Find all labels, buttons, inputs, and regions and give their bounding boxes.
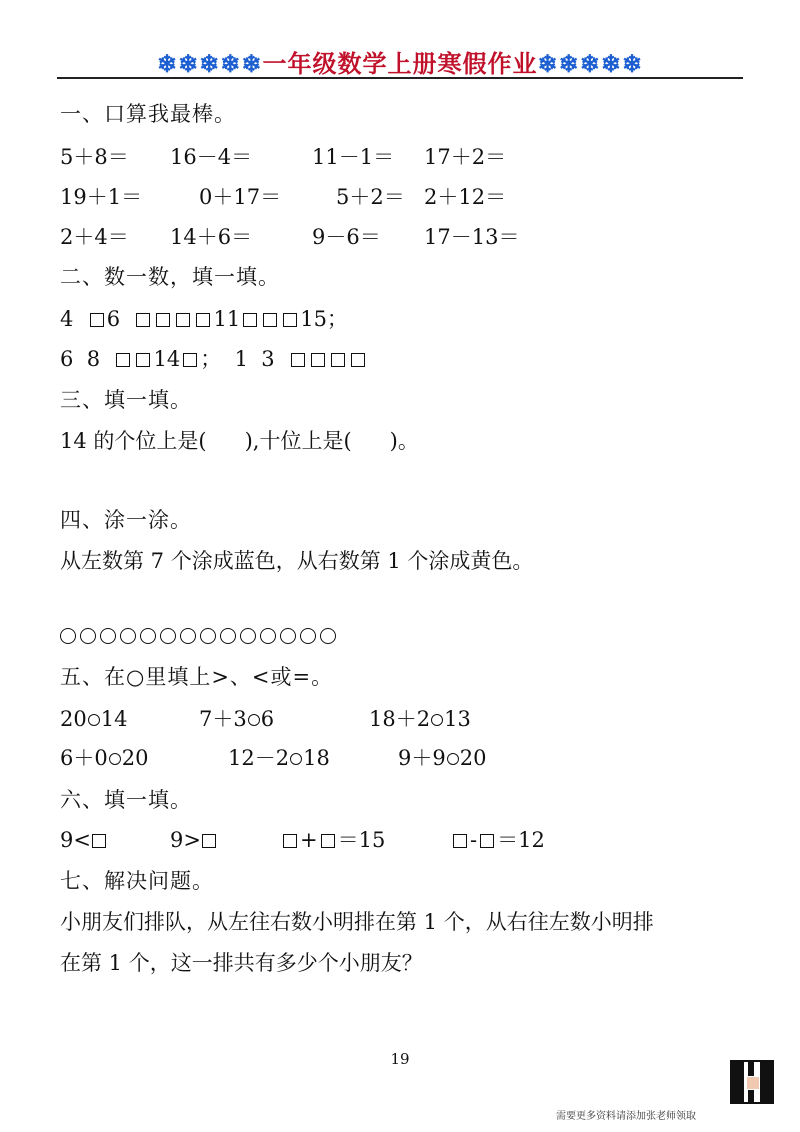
problem: 5＋2＝: [336, 185, 405, 209]
problem: 2＋4＝: [60, 225, 129, 249]
problem: 5＋8＝: [60, 145, 129, 169]
seq-number: 1: [234, 347, 248, 371]
seq-number: 6: [106, 307, 121, 331]
snowflake-icons-right: ❄❄❄❄❄: [537, 49, 644, 78]
seq-number: 11: [213, 307, 241, 331]
compare-circle[interactable]: [290, 753, 302, 765]
answer-box[interactable]: [90, 313, 104, 327]
section-4-heading: 四、涂一涂。: [60, 508, 192, 532]
answer-box[interactable]: [183, 353, 197, 367]
inequality-item: 9>: [170, 827, 219, 853]
word-problem-line-2: 在第 1 个，这一排共有多少个小朋友？: [60, 951, 423, 975]
circle-row: [60, 622, 340, 648]
color-circle[interactable]: [200, 628, 216, 644]
answer-box[interactable]: [176, 313, 190, 327]
question-text: ),十位上是(: [244, 429, 352, 453]
compare-item: 7＋3 6: [199, 707, 275, 731]
problem: 14＋6＝: [170, 225, 253, 249]
problem: 17－13＝: [424, 225, 520, 249]
color-circle[interactable]: [260, 628, 276, 644]
section-3-heading: 三、填一填。: [60, 388, 192, 412]
compare-item: 18＋2 13: [369, 707, 471, 731]
answer-box[interactable]: [116, 353, 130, 367]
section-7-heading: 七、解决问题。: [60, 869, 214, 893]
compare-circle[interactable]: [431, 714, 443, 726]
sequence-row-1: [60, 306, 348, 332]
compare-circle[interactable]: [88, 714, 100, 726]
section-2-heading: 二、数一数，填一填。: [60, 265, 280, 289]
answer-box[interactable]: [196, 313, 210, 327]
answer-box[interactable]: [136, 313, 150, 327]
color-circle[interactable]: [160, 628, 176, 644]
word-problem-line-1: 小朋友们排队，从左往右数小明排在第 1 个，从右往左数小明排: [60, 910, 654, 934]
problem: 17＋2＝: [424, 145, 507, 169]
answer-box[interactable]: [480, 834, 494, 848]
answer-box[interactable]: [453, 834, 467, 848]
color-circle[interactable]: [300, 628, 316, 644]
coloring-instruction: 从左数第 7 个涂成蓝色，从右数第 1 个涂成黄色。: [60, 549, 534, 573]
compare-item: 12－2 18: [228, 746, 330, 770]
header-divider: [57, 77, 743, 79]
seq-number: 14: [153, 347, 181, 371]
compare-circle[interactable]: [109, 753, 121, 765]
compare-item: 20 14: [60, 707, 128, 731]
color-circle[interactable]: [280, 628, 296, 644]
page-title: 一年级数学上册寒假作业: [262, 49, 538, 78]
seq-number: 3: [261, 347, 275, 371]
compare-item: 6＋0 20: [60, 746, 149, 770]
seq-number: 4: [60, 307, 74, 331]
seq-number: 15；: [300, 307, 348, 331]
seq-number: ；: [200, 347, 222, 371]
seq-number: 8: [86, 347, 101, 371]
answer-box[interactable]: [136, 353, 150, 367]
page-header: [0, 44, 800, 79]
answer-box[interactable]: [92, 834, 106, 848]
question-text: 14 的个位上是(: [60, 429, 207, 453]
seq-number: 6: [60, 347, 74, 371]
problem: 19＋1＝: [60, 185, 143, 209]
answer-box[interactable]: [263, 313, 277, 327]
place-value-question: [60, 428, 419, 454]
page-number: 19: [390, 1050, 410, 1068]
color-circle[interactable]: [100, 628, 116, 644]
color-circle[interactable]: [320, 628, 336, 644]
equation-item: + ＝15: [283, 827, 385, 853]
problem: 16－4＝: [170, 145, 253, 169]
color-circle[interactable]: [180, 628, 196, 644]
compare-item: 9＋9 20: [398, 746, 487, 770]
answer-box[interactable]: [331, 353, 345, 367]
section-5-heading: 五、在○里填上>、<或=。: [60, 665, 334, 689]
sequence-row-2: [60, 346, 368, 372]
color-circle[interactable]: [240, 628, 256, 644]
qr-code-icon: [730, 1060, 774, 1104]
problem: 2＋12＝: [424, 185, 507, 209]
color-circle[interactable]: [120, 628, 136, 644]
answer-box[interactable]: [321, 834, 335, 848]
answer-box[interactable]: [311, 353, 325, 367]
answer-box[interactable]: [291, 353, 305, 367]
color-circle[interactable]: [220, 628, 236, 644]
section-6-heading: 六、填一填。: [60, 788, 192, 812]
section-1-heading: 一、口算我最棒。: [60, 102, 236, 126]
inequality-item: 9<: [60, 827, 109, 853]
compare-circle[interactable]: [447, 753, 459, 765]
problem: 0＋17＝: [199, 185, 282, 209]
answer-box[interactable]: [202, 834, 216, 848]
answer-box[interactable]: [283, 313, 297, 327]
problem: 11－1＝: [312, 145, 395, 169]
footer-note: 需要更多资料请添加张老师领取: [556, 1111, 696, 1122]
compare-circle[interactable]: [248, 714, 260, 726]
equation-item: - ＝12: [453, 827, 545, 853]
question-text: )。: [389, 429, 419, 453]
color-circle[interactable]: [60, 628, 76, 644]
answer-box[interactable]: [351, 353, 365, 367]
answer-box[interactable]: [156, 313, 170, 327]
answer-box[interactable]: [283, 834, 297, 848]
problem: 9－6＝: [312, 225, 381, 249]
answer-box[interactable]: [243, 313, 257, 327]
color-circle[interactable]: [140, 628, 156, 644]
color-circle[interactable]: [80, 628, 96, 644]
snowflake-icons-left: ❄❄❄❄❄: [156, 49, 263, 78]
